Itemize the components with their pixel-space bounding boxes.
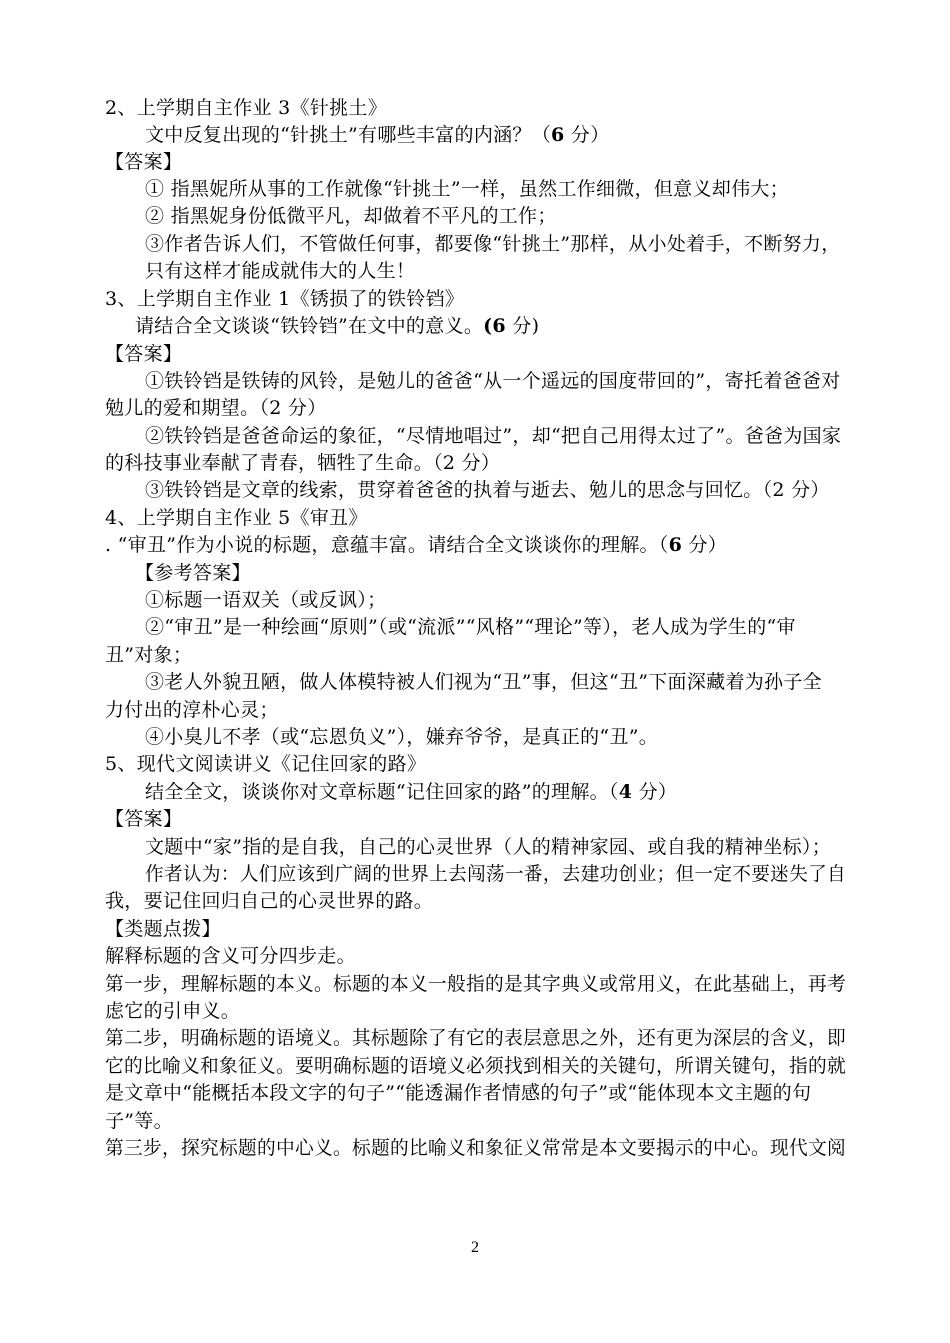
answer-item xyxy=(105,889,433,913)
answer-item xyxy=(145,204,557,228)
section-heading xyxy=(105,287,464,311)
answer-label xyxy=(105,807,182,831)
answer-item xyxy=(145,478,830,502)
line-text: ②铁铃铛是爸爸命运的象征，“尽情地唱过”，却“把自己用得太过了”。爸爸为国家 xyxy=(145,425,842,447)
answer-item xyxy=(145,177,789,201)
line-text: 虑它的引申义。 xyxy=(105,1000,241,1022)
answer-item xyxy=(145,615,796,639)
answer-item xyxy=(145,670,822,694)
line-text: ①铁铃铛是铁铸的风铃，是勉儿的爸爸“从一个遥远的国度带回的”，寄托着爸爸对 xyxy=(145,370,841,392)
line-text: 作者认为：人们应该到广阔的世界上去闯荡一番，去建功创业；但一定不要迷失了自 xyxy=(145,863,846,885)
line-text: 解释标题的含义可分四步走。 xyxy=(105,945,356,967)
line-text: . “审丑”作为小说的标题，意蕴丰富。请结合全文谈谈你的理解。（ xyxy=(105,534,669,556)
section-heading xyxy=(105,506,368,530)
line-text: 它的比喻义和象征义。要明确标题的语境义必须找到相关的关键句，所谓关键句，指的就 xyxy=(105,1055,847,1077)
section-heading xyxy=(105,752,426,776)
line-text: 【类题点拨】 xyxy=(105,918,221,940)
line-text: 5、现代文阅读讲义《记住回家的路》 xyxy=(105,753,427,775)
line-text: 4、上学期自主作业 5《审丑》 xyxy=(105,507,368,529)
line-text: 子”等。 xyxy=(105,1110,173,1132)
question-text xyxy=(145,123,610,147)
line-text: 是文章中“能概括本段文字的句子”“能透漏作者情感的句子”或“能体现本文主题的句 xyxy=(105,1082,812,1104)
answer-item xyxy=(145,424,841,448)
score-unit: 分） xyxy=(682,534,728,556)
answer-item xyxy=(105,643,192,667)
line-text: 我，要记住回归自己的心灵世界的路。 xyxy=(105,890,434,912)
line-text: ②“审丑”是一种绘画“原则”（或“流派”“风格”“理论”等），老人成为学生的“审 xyxy=(145,616,796,638)
tip-text xyxy=(105,1081,811,1105)
question-text xyxy=(145,780,677,804)
question-text xyxy=(135,314,539,338)
answer-item xyxy=(145,369,841,393)
line-text: 请结合全文谈谈“铁铃铛”在文中的意义。 xyxy=(135,315,484,337)
tip-label xyxy=(105,917,221,941)
line-text: 3、上学期自主作业 1《锈损了的铁铃铛》 xyxy=(105,288,465,310)
score-unit: 分) xyxy=(505,315,540,337)
line-text: 第二步，明确标题的语境义。其标题除了有它的表层意思之外，还有更为深层的含义，即 xyxy=(105,1027,847,1049)
answer-item xyxy=(105,396,327,420)
score-value: 4 xyxy=(618,781,633,803)
line-text: 丑”对象； xyxy=(105,644,193,666)
question-text xyxy=(105,533,727,557)
tip-text xyxy=(105,1136,846,1160)
line-text: 【答案】 xyxy=(105,343,183,365)
tip-text xyxy=(105,972,846,996)
tip-text xyxy=(105,999,240,1023)
score-value: (6 xyxy=(483,315,506,337)
line-text: 【答案】 xyxy=(105,808,183,830)
line-text: 2、上学期自主作业 3《针挑土》 xyxy=(105,97,388,119)
answer-item xyxy=(145,259,415,283)
answer-label xyxy=(105,150,182,174)
score-unit: 分） xyxy=(564,124,610,146)
line-text: 结全全文，谈谈你对文章标题“记住回家的路”的理解。（ xyxy=(145,781,619,803)
answer-item xyxy=(105,698,279,722)
line-text: 【答案】 xyxy=(105,151,183,173)
answer-label xyxy=(135,561,251,585)
line-text: 只有这样才能成就伟大的人生！ xyxy=(145,260,416,282)
tip-text xyxy=(105,1026,846,1050)
answer-item xyxy=(105,451,500,475)
line-text: 第一步，理解标题的本义。标题的本义一般指的是其字典义或常用义，在此基础上，再考 xyxy=(105,973,847,995)
score-value: 6 xyxy=(551,124,565,146)
line-text: 力付出的淳朴心灵； xyxy=(105,699,279,721)
line-text: 勉儿的爱和期望。（2 分） xyxy=(105,397,327,419)
line-text: ③作者告诉人们，不管做任何事，都要像“针挑土”那样，从小处着手，不断努力， xyxy=(145,233,841,255)
line-text: 第三步，探究标题的中心义。标题的比喻义和象征义常常是本文要揭示的中心。现代文阅 xyxy=(105,1137,847,1159)
line-text: 【参考答案】 xyxy=(135,562,251,584)
answer-item xyxy=(145,588,386,612)
tip-text xyxy=(105,1054,846,1078)
line-text: ③铁铃铛是文章的线索，贯穿着爸爸的执着与逝去、勉儿的思念与回忆。（2 分） xyxy=(145,479,830,501)
score-value: 6 xyxy=(668,534,683,556)
answer-item xyxy=(145,232,841,256)
answer-item xyxy=(145,862,846,886)
line-text: ④小臭儿不孝（或“忘恩负义”），嫌弃爷爷，是真正的“丑”。 xyxy=(145,726,659,748)
answer-label xyxy=(105,342,182,366)
score-unit: 分） xyxy=(632,781,678,803)
line-text: ① 指黑妮所从事的工作就像“针挑土”一样，虽然工作细微，但意义却伟大； xyxy=(145,178,789,200)
line-text: ② 指黑妮身份低微平凡，却做着不平凡的工作； xyxy=(145,205,557,227)
tip-text xyxy=(105,944,356,968)
line-text: ③老人外貌丑陋，做人体模特被人们视为“丑”事，但这“丑”下面深藏着为孙子全 xyxy=(145,671,822,693)
line-text: 文题中“家”指的是自我，自己的心灵世界（人的精神家园、或自我的精神坐标）； xyxy=(145,836,832,858)
page-number: 2 xyxy=(471,1239,479,1256)
line-text: 的科技事业奉献了青春，牺牲了生命。（2 分） xyxy=(105,452,501,474)
answer-item xyxy=(145,835,831,859)
answer-item xyxy=(145,725,658,749)
section-heading xyxy=(105,96,387,120)
tip-text xyxy=(105,1109,173,1133)
line-text: 文中反复出现的“针挑土”有哪些丰富的内涵？（ xyxy=(145,124,552,146)
line-text: ①标题一语双关（或反讽）； xyxy=(145,589,387,611)
